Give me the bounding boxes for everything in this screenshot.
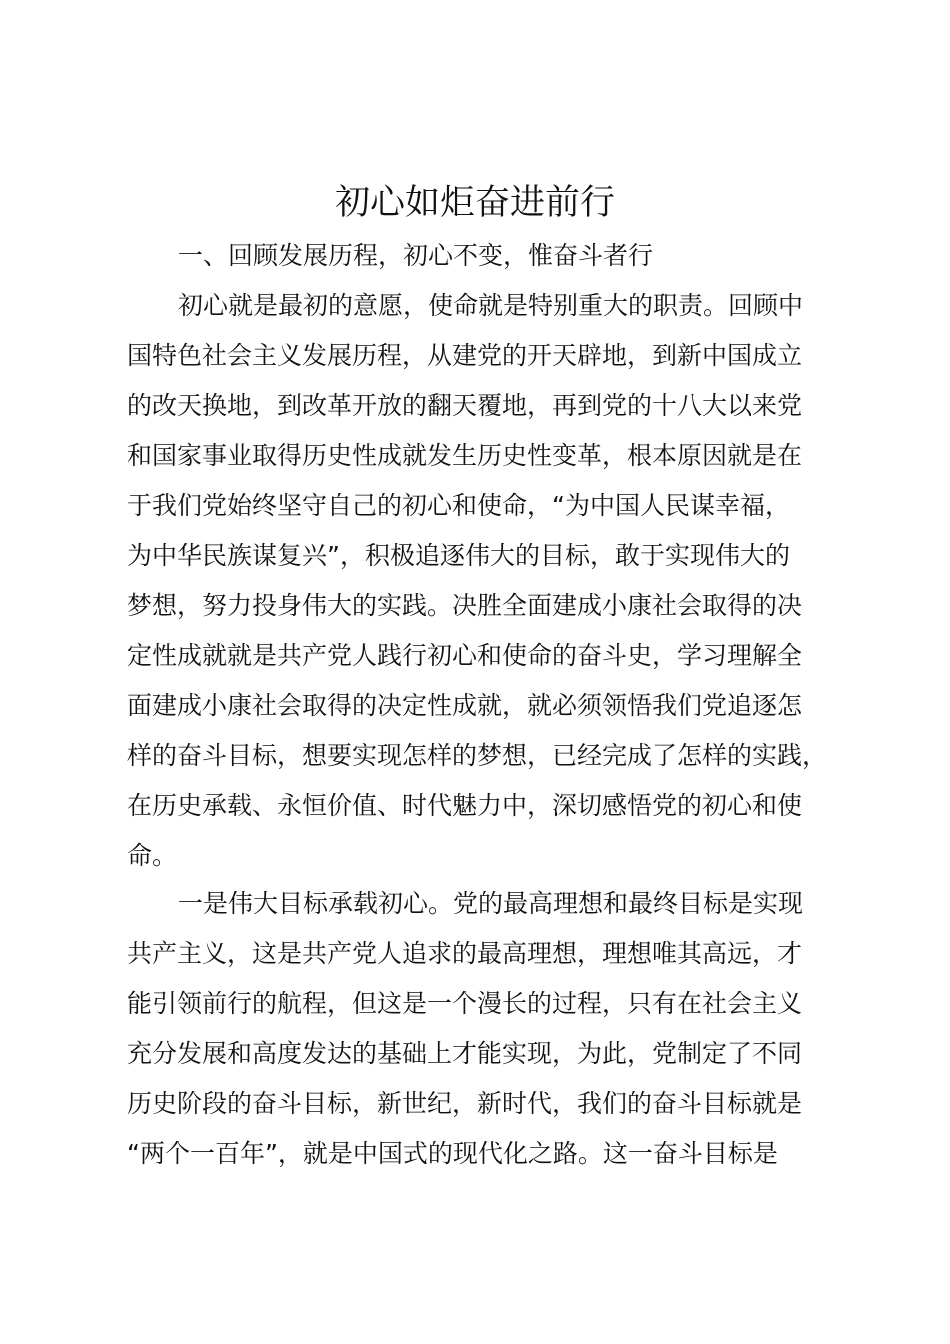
paragraph-line: 梦想，努力投身伟大的实践。决胜全面建成小康社会取得的决 [127, 591, 803, 620]
paragraph-line: 样的奋斗目标，想要实现怎样的梦想，已经完成了怎样的实践， [127, 741, 828, 770]
paragraph-line: 能引领前行的航程，但这是一个漫长的过程，只有在社会主义 [127, 989, 803, 1018]
section-heading: 一、回顾发展历程，初心不变，惟奋斗者行 [178, 241, 654, 270]
paragraph-line: 于我们党始终坚守自己的初心和使命，“为中国人民谋幸福， [127, 491, 790, 520]
document-title: 初心如炬奋进前行 [334, 183, 615, 223]
paragraph-line: 一是伟大目标承载初心。党的最高理想和最终目标是实现 [178, 889, 804, 918]
paragraph-line: 的改天换地，到改革开放的翻天覆地，再到党的十八大以来党 [127, 391, 803, 420]
paragraph-line: 共产主义，这是共产党人追求的最高理想，理想唯其高远，才 [127, 939, 803, 968]
paragraph-line: 充分发展和高度发达的基础上才能实现，为此，党制定了不同 [127, 1039, 803, 1068]
paragraph-line: 初心就是最初的意愿，使命就是特别重大的职责。回顾中 [178, 291, 804, 320]
paragraph-line: 面建成小康社会取得的决定性成就，就必须领悟我们党追逐怎 [127, 691, 803, 720]
paragraph-line: 在历史承载、永恒价值、时代魅力中，深切感悟党的初心和使 [127, 791, 803, 820]
paragraph-line: 历史阶段的奋斗目标，新世纪，新时代，我们的奋斗目标就是 [127, 1089, 803, 1118]
paragraph-line: 和国家事业取得历史性成就发生历史性变革，根本原因就是在 [127, 441, 803, 470]
paragraph-line: 命。 [127, 841, 178, 870]
paragraph-line: 定性成就就是共产党人践行初心和使命的奋斗史，学习理解全 [127, 641, 803, 670]
paragraph-line: 国特色社会主义发展历程，从建党的开天辟地，到新中国成立 [127, 341, 803, 370]
paragraph-line: “两个一百年”，就是中国式的现代化之路。这一奋斗目标是 [127, 1139, 778, 1168]
paragraph-line: 为中华民族谋复兴”，积极追逐伟大的目标，敢于实现伟大的 [127, 541, 790, 570]
